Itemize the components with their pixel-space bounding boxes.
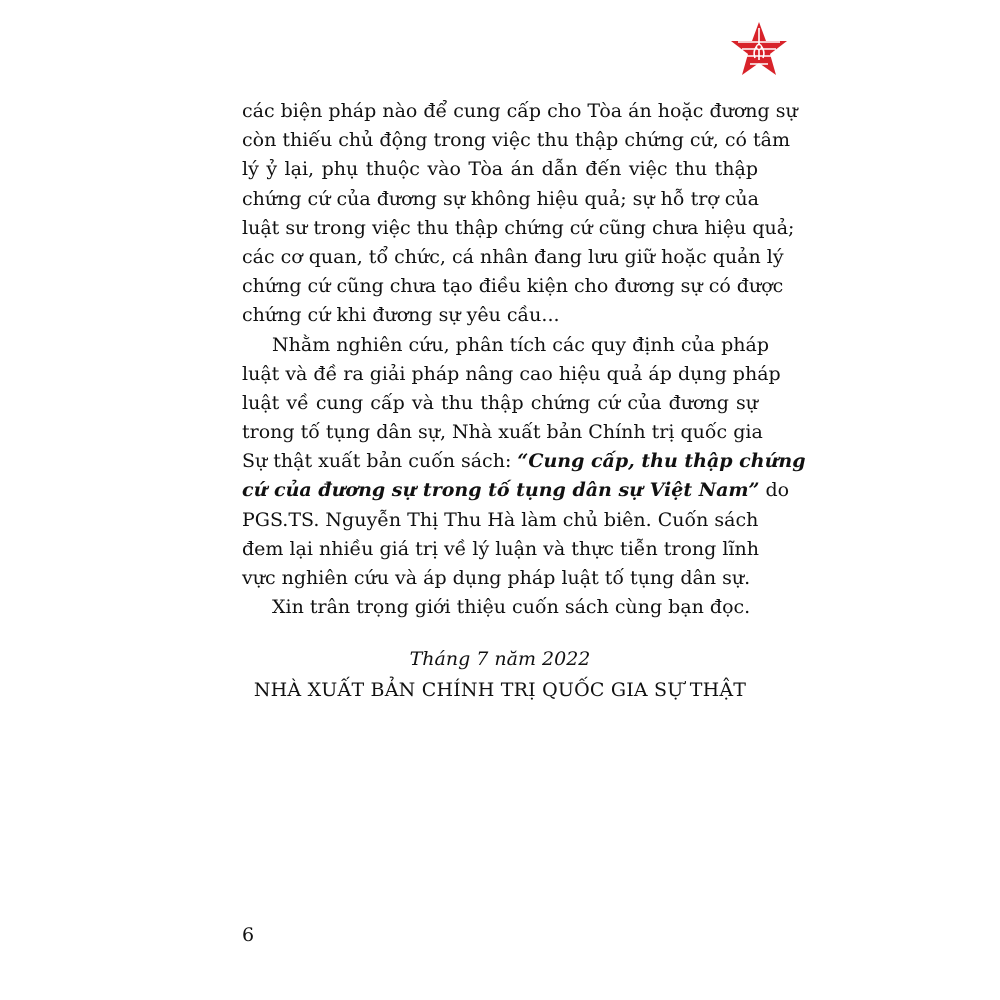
text-line: lý ỷ lại, phụ thuộc vào Tòa án dẫn đến việc thu thập bbox=[242, 158, 758, 181]
text-line: chứng cứ của đương sự không hiệu quả; sự hỗ trợ của bbox=[242, 187, 759, 210]
book-title: “Cung cấp, thu thập chứng bbox=[517, 450, 806, 473]
text-line: đem lại nhiều giá trị về lý luận và thực tiễn trong lĩnh bbox=[242, 537, 759, 560]
page-number: 6 bbox=[242, 924, 255, 946]
text-line: các biện pháp nào để cung cấp cho Tòa án hoặc đương sự bbox=[242, 100, 798, 122]
text-line: trong tố tụng dân sự, Nhà xuất bản Chính trị quốc gia bbox=[242, 421, 763, 444]
text-segment: Sự thật xuất bản cuốn sách: bbox=[242, 450, 518, 473]
text-line: chứng cứ cũng chưa tạo điều kiện cho đương sự có được bbox=[242, 275, 784, 298]
text-line bbox=[242, 476, 790, 505]
text-line: luật và đề ra giải pháp nâng cao hiệu quả áp dụng pháp bbox=[242, 362, 781, 385]
text-line bbox=[242, 447, 806, 476]
text-line: luật sư trong việc thu thập chứng cứ cũng chưa hiệu quả; bbox=[242, 216, 795, 239]
text-segment: do bbox=[759, 479, 790, 502]
text-line: Nhằm nghiên cứu, phân tích các quy định của pháp bbox=[272, 333, 770, 356]
body-text bbox=[242, 97, 806, 622]
text-line: chứng cứ khi đương sự yêu cầu... bbox=[242, 304, 560, 327]
closing-signature bbox=[242, 645, 758, 707]
text-line: vực nghiên cứu và áp dụng pháp luật tố tụng dân sự. bbox=[242, 567, 751, 589]
text-line: PGS.TS. Nguyễn Thị Thu Hà làm chủ biên. Cuốn sách bbox=[242, 508, 759, 531]
publisher-name: NHÀ XUẤT BẢN CHÍNH TRỊ QUỐC GIA SỰ THẬT bbox=[253, 679, 747, 701]
text-line: còn thiếu chủ động trong việc thu thập chứng cứ, có tâm bbox=[242, 129, 790, 152]
text-line: Xin trân trọng giới thiệu cuốn sách cùng bạn đọc. bbox=[272, 596, 751, 619]
text-line: các cơ quan, tổ chức, cá nhân đang lưu giữ hoặc quản lý bbox=[242, 245, 784, 268]
publisher-star-logo-icon bbox=[728, 20, 790, 80]
book-title: cứ của đương sự trong tố tụng dân sự Việt Nam” bbox=[242, 479, 760, 502]
text-line: luật về cung cấp và thu thập chứng cứ của đương sự bbox=[242, 391, 758, 414]
closing-date: Tháng 7 năm 2022 bbox=[409, 648, 591, 670]
